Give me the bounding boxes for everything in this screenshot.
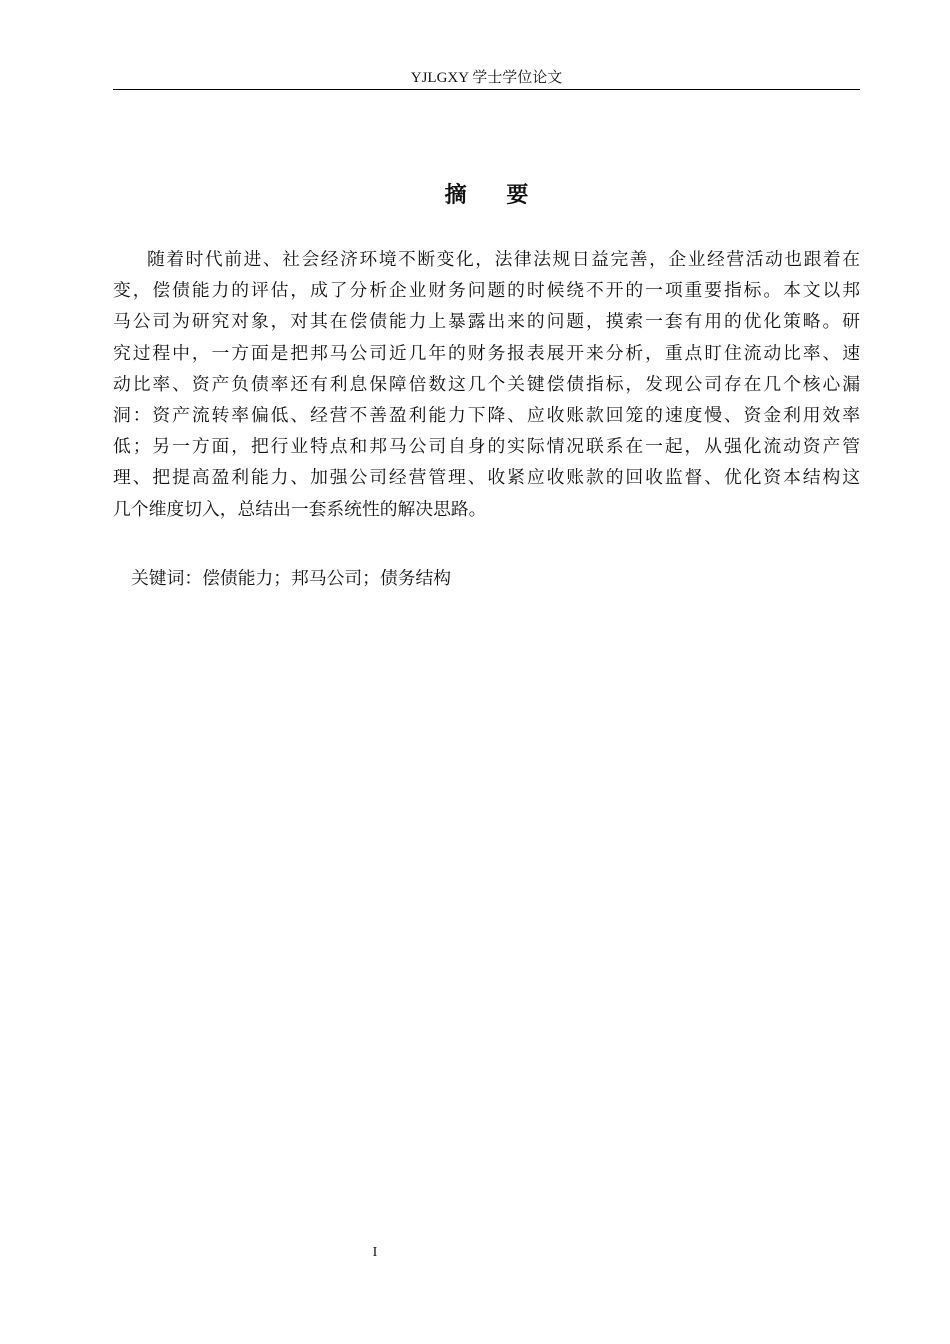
abstract-line: 几个维度切入，总结出一套系统性的解决思路。 xyxy=(113,498,487,520)
abstract-line: 理、把提高盈利能力、加强公司经营管理、收紧应收账款的回收监督、优化资本结构这 xyxy=(113,467,860,489)
running-header: YJLGXY 学士学位论文 xyxy=(410,70,563,86)
abstract-line: 动比率、资产负债率还有利息保障倍数这几个关键偿债指标，发现公司存在几个核心漏 xyxy=(113,373,860,395)
abstract-line: 变，偿债能力的评估，成了分析企业财务问题的时候绕不开的一项重要指标。本文以邦 xyxy=(113,280,860,302)
abstract-line: 随着时代前进、社会经济环境不断变化，法律法规日益完善，企业经营活动也跟着在 xyxy=(147,249,860,270)
abstract-line: 低；另一方面，把行业特点和邦马公司自身的实际情况联系在一起，从强化流动资产管 xyxy=(113,436,860,458)
abstract-body xyxy=(113,244,860,525)
abstract-line: 究过程中，一方面是把邦马公司近几年的财务报表展开来分析，重点盯住流动比率、速 xyxy=(113,342,860,364)
header-rule xyxy=(113,89,860,90)
abstract-line: 马公司为研究对象，对其在偿债能力上暴露出来的问题，摸索一套有用的优化策略。研 xyxy=(113,311,860,333)
page-number: I xyxy=(372,1245,378,1260)
abstract-line: 洞：资产流转率偏低、经营不善盈利能力下降、应收账款回笼的速度慢、资金利用效率 xyxy=(113,404,860,426)
abstract-title: 摘 要 xyxy=(444,182,545,208)
keywords: 关键词：偿债能力；邦马公司；债务结构 xyxy=(131,568,452,589)
